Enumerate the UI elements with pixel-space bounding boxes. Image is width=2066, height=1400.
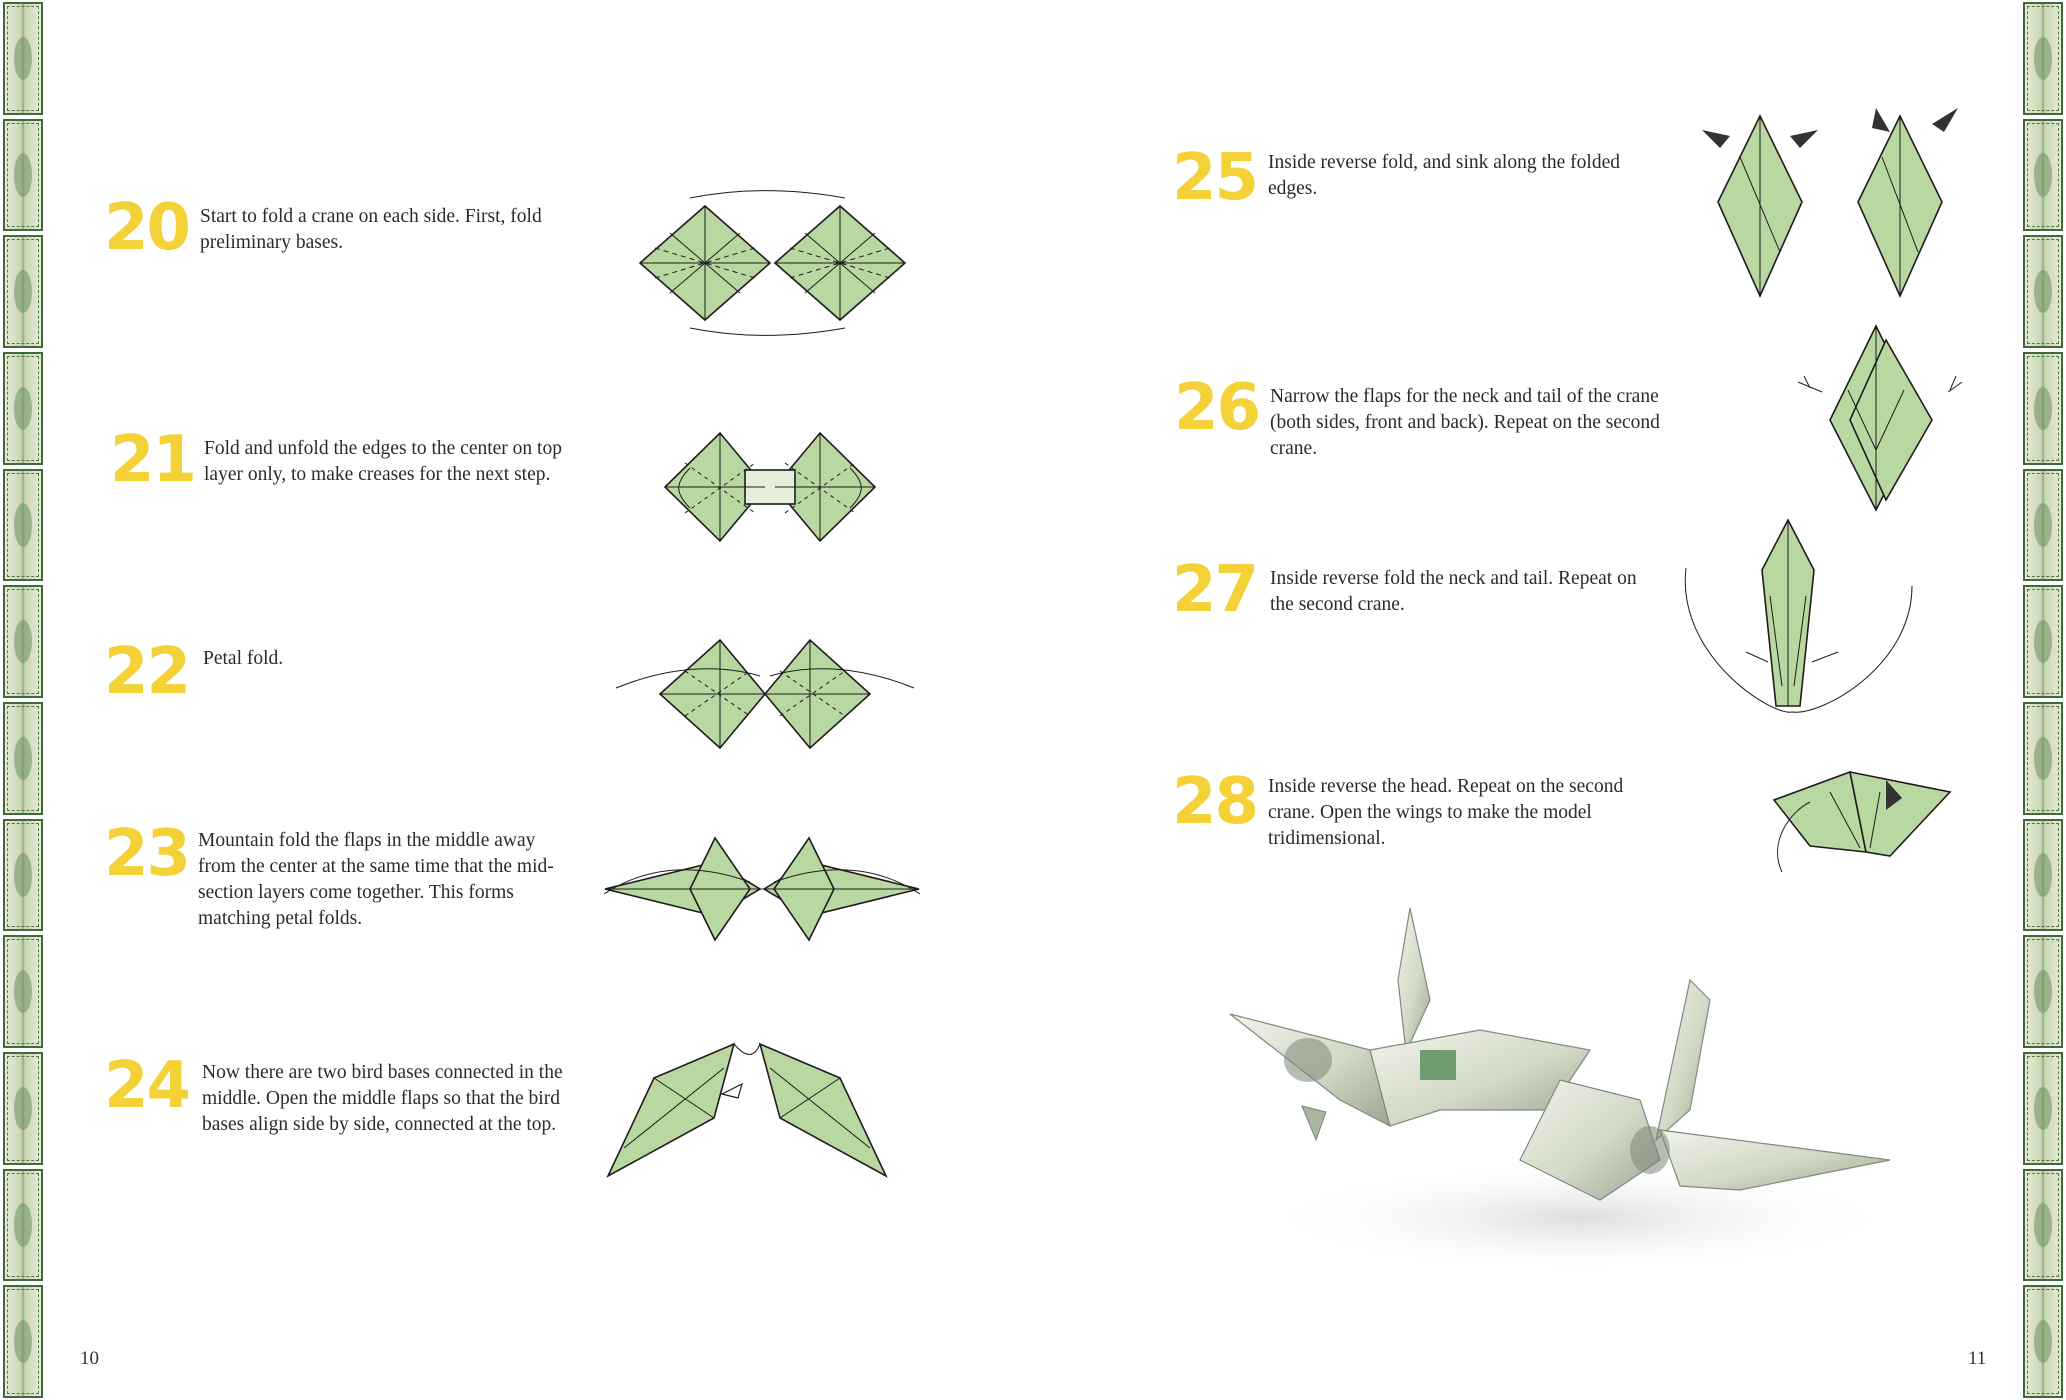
- step-number-20: 20: [104, 191, 190, 265]
- diagram-step-24: [604, 1038, 890, 1182]
- dollar-bill-icon: [2023, 352, 2063, 465]
- dollar-bill-icon: [3, 1285, 43, 1398]
- push-arrow-icon: [1790, 130, 1818, 148]
- dollar-bill-icon: [3, 585, 43, 698]
- dollar-bill-icon: [2023, 702, 2063, 815]
- dollar-bill-icon: [2023, 235, 2063, 348]
- dollar-bill-icon: [3, 702, 43, 815]
- dollar-bill-icon: [3, 352, 43, 465]
- page-number-left: 10: [80, 1348, 99, 1369]
- step-number-28: 28: [1172, 765, 1258, 839]
- step-text-22: Petal fold.: [203, 648, 284, 669]
- step-text-26: Narrow the flaps for the neck and tail of the crane (both sides, front and back). Repeat on the second crane.: [1270, 386, 1660, 459]
- dollar-bill-icon: [3, 469, 43, 582]
- diagram-step-20: [630, 188, 920, 338]
- right-bill-border: [2020, 0, 2066, 1400]
- fold-arrow-icon: [722, 1084, 742, 1098]
- dollar-bill-icon: [2023, 469, 2063, 582]
- diagram-step-26: [1790, 320, 1970, 516]
- step-number-23: 23: [104, 817, 190, 891]
- step-text-24: Now there are two bird bases connected in the middle. Open the middle flaps so that the bird bases align side by side, connected at the top.: [202, 1062, 563, 1135]
- dollar-bill-icon: [2023, 1285, 2063, 1398]
- dollar-bill-icon: [3, 935, 43, 1048]
- diagram-step-21: [660, 428, 880, 546]
- step-text-20: Start to fold a crane on each side. First, fold preliminary bases.: [200, 206, 542, 253]
- dollar-bill-icon: [3, 2, 43, 115]
- page-number-right: 11: [1968, 1348, 1987, 1369]
- step-text-21: Fold and unfold the edges to the center on top layer only, to make creases for the next step.: [204, 438, 562, 485]
- diagram-step-27: [1682, 516, 1918, 716]
- step-number-26: 26: [1174, 371, 1260, 445]
- step-text-28: Inside reverse the head. Repeat on the second crane. Open the wings to make the model tridimensional.: [1268, 776, 1624, 849]
- dollar-bill-icon: [3, 1169, 43, 1282]
- step-text-27: Inside reverse fold the neck and tail. Repeat on the second crane.: [1270, 568, 1637, 615]
- step-number-21: 21: [110, 423, 196, 497]
- step-number-25: 25: [1172, 141, 1258, 215]
- push-arrow-icon: [1872, 108, 1890, 132]
- dollar-bill-icon: [2023, 585, 2063, 698]
- dollar-bill-icon: [2023, 1169, 2063, 1282]
- dollar-bill-icon: [2023, 1052, 2063, 1165]
- push-arrow-icon: [1702, 130, 1730, 148]
- dollar-bill-icon: [2023, 819, 2063, 932]
- left-bill-border: [0, 0, 46, 1400]
- dollar-bill-icon: [3, 119, 43, 232]
- dollar-bill-icon: [3, 1052, 43, 1165]
- step-text-23: Mountain fold the flaps in the middle away from the center at the same time that the mid-section layers come together. This forms matching petal folds.: [198, 830, 554, 929]
- step-number-22: 22: [104, 635, 190, 709]
- diagram-step-22: [610, 636, 920, 752]
- dollar-bill-icon: [3, 235, 43, 348]
- dollar-bill-icon: [2023, 119, 2063, 232]
- finished-crane-photo: [1220, 900, 1900, 1300]
- step-number-27: 27: [1172, 553, 1258, 627]
- step-text-25: Inside reverse fold, and sink along the folded edges.: [1268, 152, 1620, 199]
- dollar-bill-icon: [3, 819, 43, 932]
- dollar-bill-icon: [2023, 935, 2063, 1048]
- diagram-step-28: [1770, 762, 1954, 876]
- push-arrow-icon: [1932, 108, 1958, 132]
- diagram-step-23: [600, 834, 924, 944]
- diagram-step-25: [1700, 102, 1970, 302]
- step-number-24: 24: [104, 1049, 190, 1123]
- dollar-bill-icon: [2023, 2, 2063, 115]
